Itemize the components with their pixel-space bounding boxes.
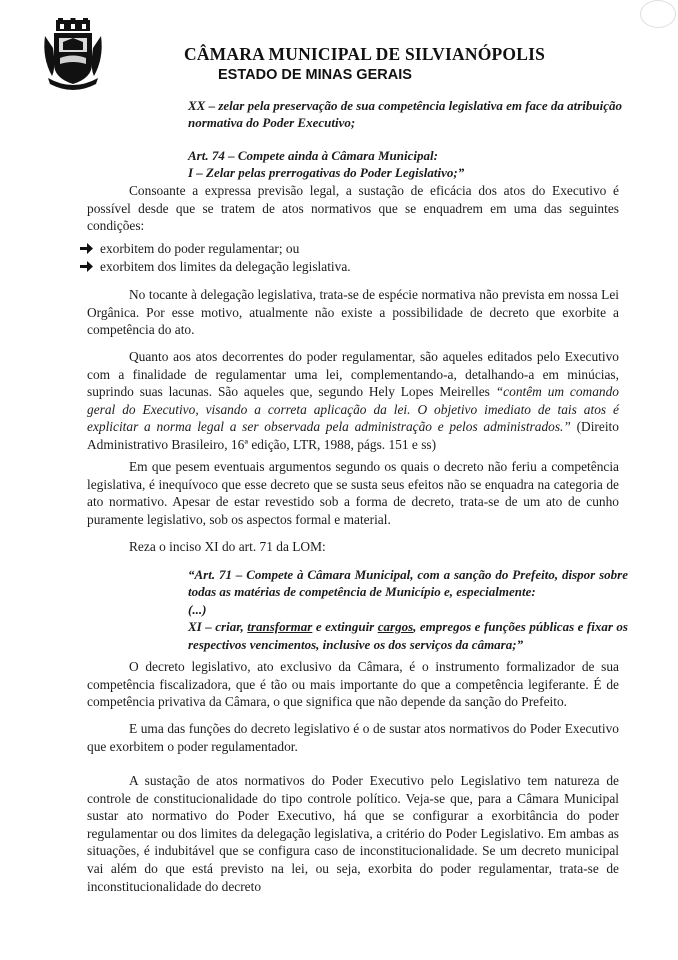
item-xi-part: XI – criar, [188, 619, 248, 635]
paragraph-8 [87, 772, 619, 895]
arrow-right-icon [80, 243, 93, 254]
quote-item-xx: XX – zelar pela preservação de sua competência legislativa em face da atribuição normativa do Poder Executivo; [188, 98, 622, 130]
list-item-text: exorbitem dos limites da delegação legislativa. [100, 258, 351, 274]
coat-of-arms-icon [42, 18, 104, 90]
paragraph-4 [87, 458, 619, 528]
quote-art-71-heading: “Art. 71 – Compete à Câmara Municipal, com a sanção do Prefeito, dispor sobre todas as matérias de competência de Município e, especialmente: [188, 567, 628, 600]
underlined-cargos: cargos [377, 619, 414, 635]
conditions-list [80, 240, 351, 275]
item-xi-part: , empregos e funções públicas e fixar os respectivos vencimentos, inclusive os dos serviços da câmara;” [188, 619, 628, 652]
paragraph-6 [87, 658, 619, 711]
paragraph-1 [87, 182, 619, 235]
quote-art-71-item-xi [188, 618, 628, 653]
paragraph-5-text: Reza o inciso XI do art. 71 da LOM: [129, 539, 326, 554]
list-item-text: exorbitem do poder regulamentar; ou [100, 241, 300, 256]
list-item [80, 258, 351, 276]
paragraph-6-text: O decreto legislativo, ato exclusivo da Câmara, é o instrumento formalizador de sua competência fiscalizadora, que é tão ou mais importante do que a competência legiferante. É de competência privativa da Câmara, o que significa que não depende da sanção do Prefeito. [87, 659, 619, 710]
letterhead [42, 18, 642, 88]
paragraph-3-text: Quanto aos atos decorrentes do poder regulamentar, são aqueles editados pelo Executivo com a finalidade de regulamentar uma lei, complementando-a, detalhando-a em minúcias, suprindo suas lacunas. São aqueles que, segundo Hely Lopes Meirelles [87, 349, 619, 400]
quote-art-74-heading: Art. 74 – Compete ainda à Câmara Municipal: [188, 148, 438, 163]
paragraph-2 [87, 286, 619, 339]
citation: (Direito Administrativo Brasileiro, 16ª edição, LTR, 1988, págs. 151 e ss) [87, 419, 619, 452]
quote-ellipsis: (...) [188, 601, 207, 617]
meirelles-quote: “contêm um comando geral do Executivo, visando a correta aplicação da lei. O objetivo imediato de tais atos é explicitar a norma legal a ser observada pela administração e pelos administrados.” [87, 384, 619, 435]
chamber-title: CÂMARA MUNICIPAL DE SILVIANÓPOLIS [184, 44, 546, 64]
quote-art-74 [188, 147, 628, 181]
quote-art-71 [188, 566, 628, 653]
paragraph-8-text: A sustação de atos normativos do Poder Executivo pelo Legislativo tem natureza de controle de constitucionalidade do tipo controle político. Veja-se que, para a Câmara Municipal sustar ato normativo do Poder Executivo, há que se configurar a exorbitância do poder regulamentar ou dos limites da delegação legislativa, a critério do Poder Legislativo. Em ambas as situações, é indubitável que se configura caso de inconstitucionalidade. Se um decreto municipal vai além do que está previsto na lei, ou seja, exorbita do poder regulamentar, trata-se de inconstitucionalidade do decreto [87, 773, 619, 894]
arrow-right-icon [80, 261, 93, 272]
state-subtitle: ESTADO DE MINAS GERAIS [218, 67, 412, 83]
stamp-mark [640, 0, 676, 28]
paragraph-4-text: Em que pesem eventuais argumentos segundo os quais o decreto não feriu a competência legislativa, é inequívoco que esse decreto que se susta seus efeitos não se enquadra na categoria de ato normativo. Apesar de estar revestido sob a forma de decreto, trata-se de um ato de cunho puramente legislativo, sob os aspectos formal e material. [87, 459, 619, 527]
paragraph-3 [87, 348, 619, 454]
paragraph-7-text: E uma das funções do decreto legislativo é o de sustar atos normativos do Poder Executivo que exorbitem o poder regulamentador. [87, 721, 619, 754]
paragraph-5 [87, 538, 619, 556]
paragraph-1-text: Consoante a expressa previsão legal, a sustação de eficácia dos atos do Executivo é possível desde que se tratem de atos normativos que se enquadrem em uma das seguintes condições: [87, 183, 619, 234]
item-xi-part: e extinguir [312, 619, 378, 635]
paragraph-7 [87, 720, 619, 755]
list-item [80, 240, 351, 258]
underlined-transformar: transformar [247, 619, 313, 635]
quote-art-74-item-i: I – Zelar pelas prerrogativas do Poder Legislativo;” [188, 165, 465, 180]
paragraph-2-text: No tocante à delegação legislativa, trata-se de espécie normativa não prevista em nossa Lei Orgânica. Por esse motivo, atualmente não existe a possibilidade de decreto que exorbite a competência do ato. [87, 287, 619, 338]
